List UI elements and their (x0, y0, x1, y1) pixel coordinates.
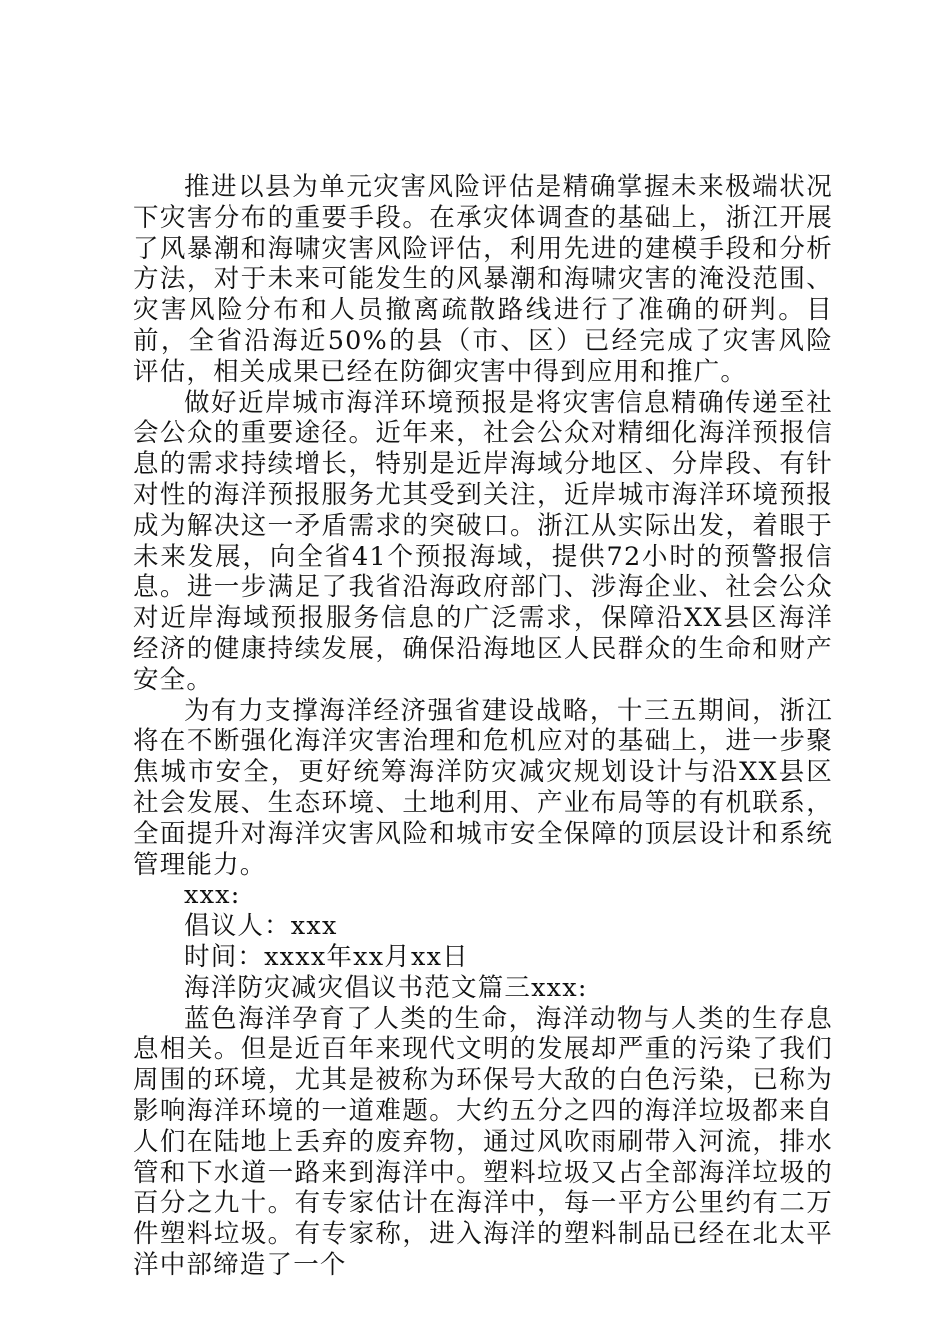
paragraph-ocean-pollution: 蓝色海洋孕育了人类的生命，海洋动物与人类的生存息息相关。但是近百年来现代文明的发展却严重的污染了我们周围的环境，尤其是被称为环保号大敌的白色污染，已称为影响海洋环境的一道难题。大约五分之四的海洋垃圾都来自人们在陆地上丢弃的废弃物，通过风吹雨刷带入河流，排水管和下水道一路来到海洋中。塑料垃圾又占全部海洋垃圾的百分之九十。有专家估计在海洋中，每一平方公里约有二万件塑料垃圾。有专家称，进入海洋的塑料制品已经在北太平洋中部缔造了一个 (133, 1003, 833, 1280)
paragraph-disaster-risk-assessment: 推进以县为单元灾害风险评估是精确掌握未来极端状况下灾害分布的重要手段。在承灾体调查的基础上，浙江开展了风暴潮和海啸灾害风险评估，利用先进的建模手段和分析方法，对于未来可能发生的风暴潮和海啸灾害的淹没范围、灾害风险分布和人员撤离疏散路线进行了准确的研判。目前，全省沿海近50%的县（市、区）已经完成了灾害风险评估，相关成果已经在防御灾害中得到应用和推广。 (133, 172, 833, 387)
document-body (133, 172, 833, 1281)
proposer-line: 倡议人：xxx (184, 911, 338, 942)
salutation: xxx: (184, 880, 241, 911)
section-heading: 海洋防灾减灾倡议书范文篇三xxx: (184, 972, 588, 1003)
paragraph-five-year-plan: 为有力支撑海洋经济强省建设战略，十三五期间，浙江将在不断强化海洋灾害治理和危机应对的基础上，进一步聚焦城市安全，更好统筹海洋防灾减灾规划设计与沿XX县区社会发展、生态环境、土地利用、产业布局等的有机联系，全面提升对海洋灾害风险和城市安全保障的顶层设计和系统管理能力。 (133, 695, 833, 880)
date-line: 时间：xxxx年xx月xx日 (184, 941, 469, 972)
paragraph-coastal-forecast: 做好近岸城市海洋环境预报是将灾害信息精确传递至社会公众的重要途径。近年来，社会公众对精细化海洋预报信息的需求持续增长，特别是近岸海域分地区、分岸段、有针对性的海洋预报服务尤其受到关注，近岸城市海洋环境预报成为解决这一矛盾需求的突破口。浙江从实际出发，着眼于未来发展，向全省41个预报海域，提供72小时的预警报信息。进一步满足了我省沿海政府部门、涉海企业、社会公众对近岸海域预报服务信息的广泛需求，保障沿XX县区海洋经济的健康持续发展，确保沿海地区人民群众的生命和财产安全。 (133, 387, 833, 695)
